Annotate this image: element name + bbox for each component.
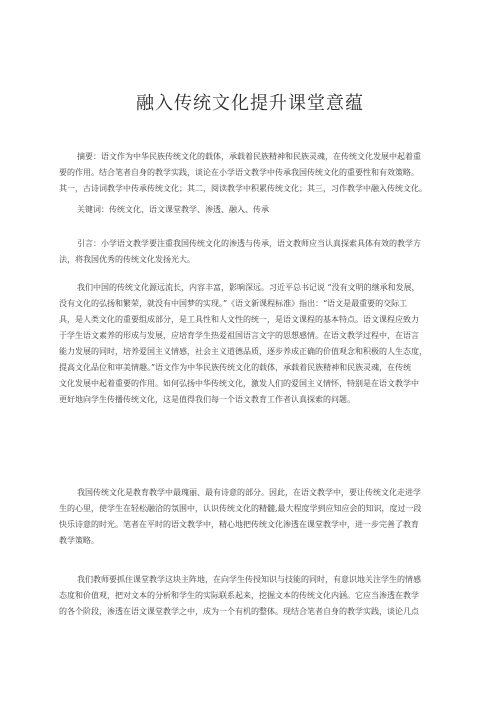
abstract-line: 要的作用。结合笔者自身的教学实践，谈论在小学语文教学中传承我国传统文化的重要性和有效策略。 (59, 168, 419, 177)
paragraph-line: 我国传统文化是教育教学中最瑰丽、最有诗意的部分。因此，在语文教学中，要让传统文化走进学 (77, 488, 421, 497)
body-paragraph-3 (59, 572, 443, 620)
abstract-line: 摘要：语文作为中华民族传统文化的载体，承载着民族精神和民族灵魂，在传统文化发展中起着重 (77, 152, 421, 161)
abstract-line: 其一，古诗词教学中传承传统文化；其二，阅读教学中积累传统文化；其三，习作教学中融入传统文化。 (59, 184, 427, 193)
keywords-line: 关键词：传统文化、语文课堂教学、渗透、融入、传承 (77, 205, 269, 214)
paragraph-line: 没有文化的弘扬和繁荣，就没有中国梦的实现。”《语文新课程标准》指出：“语文是最重要的交际工 (59, 299, 408, 308)
paragraph-line: 更好地向学生传播传统文化，这是值得我们每一个语文教育工作者认真探索的问题。 (59, 395, 355, 404)
body-paragraph-2 (59, 485, 443, 549)
intro-line: 法，将我国优秀的传统文化发扬光大。 (59, 255, 195, 264)
body-paragraph-1 (59, 280, 443, 408)
paragraph-line: 快乐诗意的时光。笔者在平时的语文教学中，精心地把传统文化渗透在课堂教学中，进一步完善了教育 (59, 520, 419, 529)
paragraph-line: 能力发展的同时，培养爱国主义情感，社会主义道德品质，逐步养成正确的价值观念和积极的人生态度， (59, 347, 427, 356)
abstract-paragraph (59, 149, 443, 197)
document-title: 融入传统文化提升课堂意蕴 (136, 93, 364, 114)
paragraph-line: 我们教师要抓住课堂教学这块主阵地，在向学生传授知识与技能的同时，有意识地关注学生的情感 (77, 575, 421, 584)
paragraph-line: 文化发展中起着重要的作用。如何弘扬中华传统文化，激发人们的爱国主义情怀，特别是在语文教学中 (59, 379, 419, 388)
intro-line: 引言：小学语文教学要注重我国传统文化的渗透与传承，语文教师应当认真探索具体有效的教学方 (77, 239, 421, 248)
paragraph-line: 态度和价值观，把对文本的分析和学生的实际联系起来，挖掘文本的传统文化内涵。它应当渗透在教学 (59, 591, 419, 600)
intro-paragraph (59, 236, 443, 268)
keywords-paragraph (59, 202, 443, 218)
paragraph-line: 我们中国的传统文化源远流长，内容丰富，影响深远。习近平总书记说 “没有文明的继承和发展， (77, 283, 420, 292)
paragraph-line: 生的心里，使学生在轻松融洽的氛围中，认识传统文化的精髓,最大程度学到应知应会的知识，度过一段 (59, 504, 422, 513)
paragraph-line: 具，是人类文化的重要组成部分，是工具性和人文性的统一，是语文课程的基本特点。语文课程应致力 (59, 315, 419, 324)
paragraph-line: 于学生语文素养的形成与发展，应培育学生热爱祖国语言文字的思想感情。在语文教学过程中，在语言 (59, 331, 419, 340)
paragraph-line: 的各个阶段，渗透在语文课堂教学之中，成为一个有机的整体。现结合笔者自身的教学实践，谈论几点 (59, 607, 419, 616)
paragraph-line: 教学策略。 (59, 536, 99, 545)
paragraph-line: 提高文化品位和审美情趣。”语文作为中华民族传统文化的载体，承载着民族精神和民族灵魂，在传统 (59, 363, 412, 372)
